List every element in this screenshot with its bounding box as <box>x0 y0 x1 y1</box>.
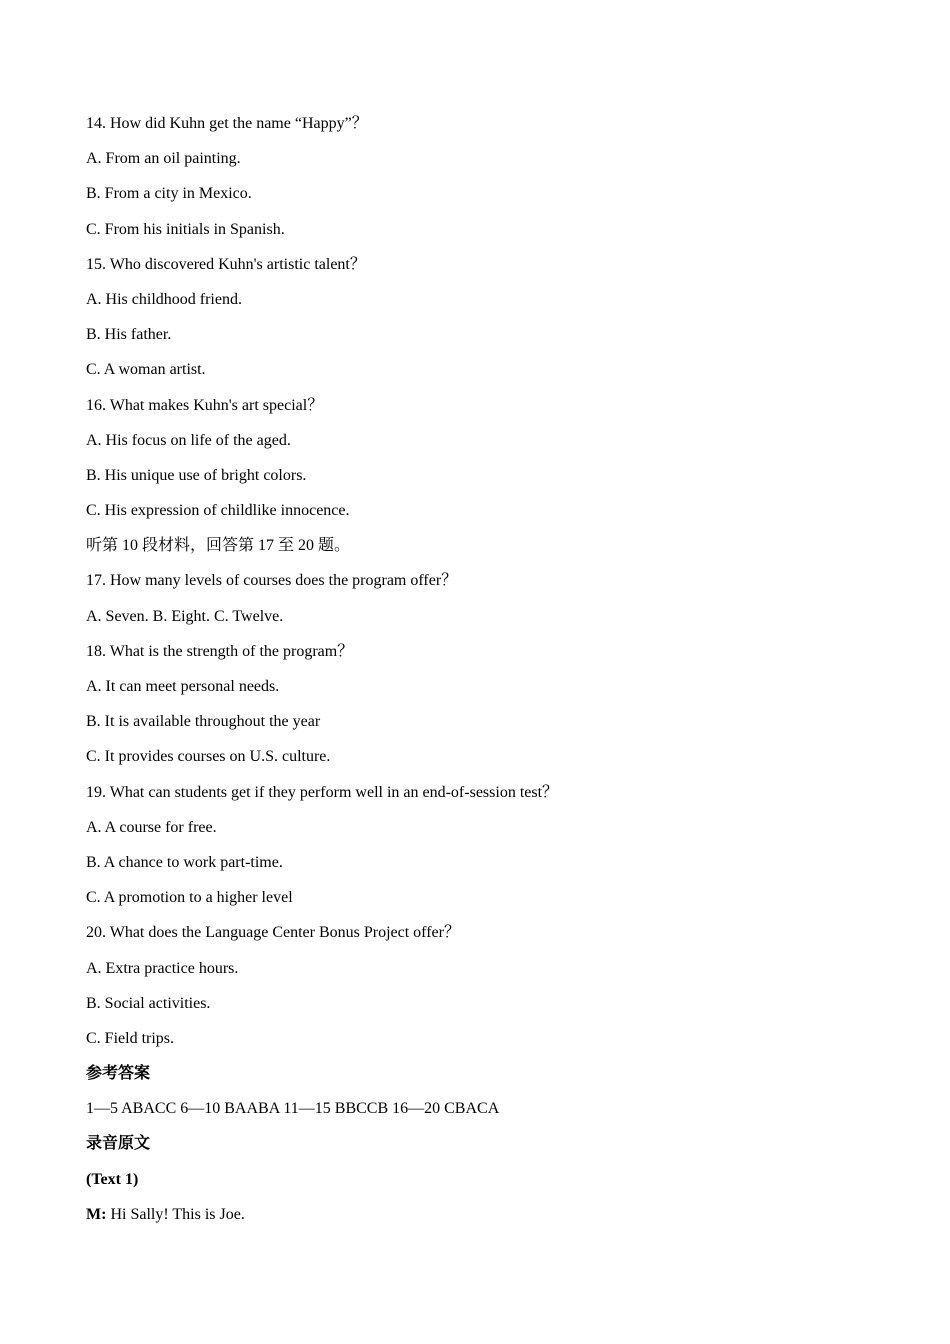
option-16c: C. His expression of childlike innocence. <box>86 502 350 520</box>
option-14a: A. From an oil painting. <box>86 150 241 168</box>
question-16: 16. What makes Kuhn's art special？ <box>86 396 324 414</box>
option-14b: B. From a city in Mexico. <box>86 185 252 203</box>
answer-key: 1—5 ABACC 6—10 BAABA 11—15 BBCCB 16—20 CBACA <box>86 1100 500 1118</box>
option-20b: B. Social activities. <box>86 994 211 1012</box>
option-20a: A. Extra practice hours. <box>86 959 239 977</box>
question-15: 15. Who discovered Kuhn's artistic talent？ <box>86 255 366 273</box>
question-14: 14. How did Kuhn get the name “Happy”？ <box>86 115 368 132</box>
answer-key-heading: 参考答案 <box>86 1065 151 1083</box>
question-20: 20. What does the Language Center Bonus Project offer？ <box>86 924 460 942</box>
option-19a: A. A course for free. <box>86 818 217 836</box>
document-page <box>86 114 886 1240</box>
option-18c: C. It provides courses on U.S. culture. <box>86 748 331 766</box>
option-16a: A. His focus on life of the aged. <box>86 431 291 449</box>
options-17: A. Seven. B. Eight. C. Twelve. <box>86 607 284 625</box>
speaker-label: M: <box>86 1205 107 1223</box>
dialogue-line <box>86 1205 886 1225</box>
option-16b: B. His unique use of bright colors. <box>86 466 307 484</box>
option-14c: C. From his initials in Spanish. <box>86 220 285 238</box>
option-15a: A. His childhood friend. <box>86 290 242 308</box>
dialogue-text: Hi Sally! This is Joe. <box>106 1205 245 1223</box>
question-18: 18. What is the strength of the program？ <box>86 642 354 660</box>
question-19: 19. What can students get if they perform well in an end-of-session test？ <box>86 783 559 801</box>
transcript-heading: 录音原文 <box>86 1135 151 1153</box>
option-18a: A. It can meet personal needs. <box>86 678 280 695</box>
section-instruction: 听第 10 段材料，回答第 17 至 20 题。 <box>86 537 351 555</box>
option-18b: B. It is available throughout the year <box>86 713 321 731</box>
option-15c: C. A woman artist. <box>86 361 206 379</box>
option-20c: C. Field trips. <box>86 1029 175 1047</box>
option-19b: B. A chance to work part-time. <box>86 853 283 871</box>
option-19c: C. A promotion to a higher level <box>86 889 293 907</box>
question-17: 17. How many levels of courses does the program offer？ <box>86 572 458 590</box>
text-1-label: (Text 1) <box>86 1170 139 1188</box>
option-15b: B. His father. <box>86 326 172 344</box>
